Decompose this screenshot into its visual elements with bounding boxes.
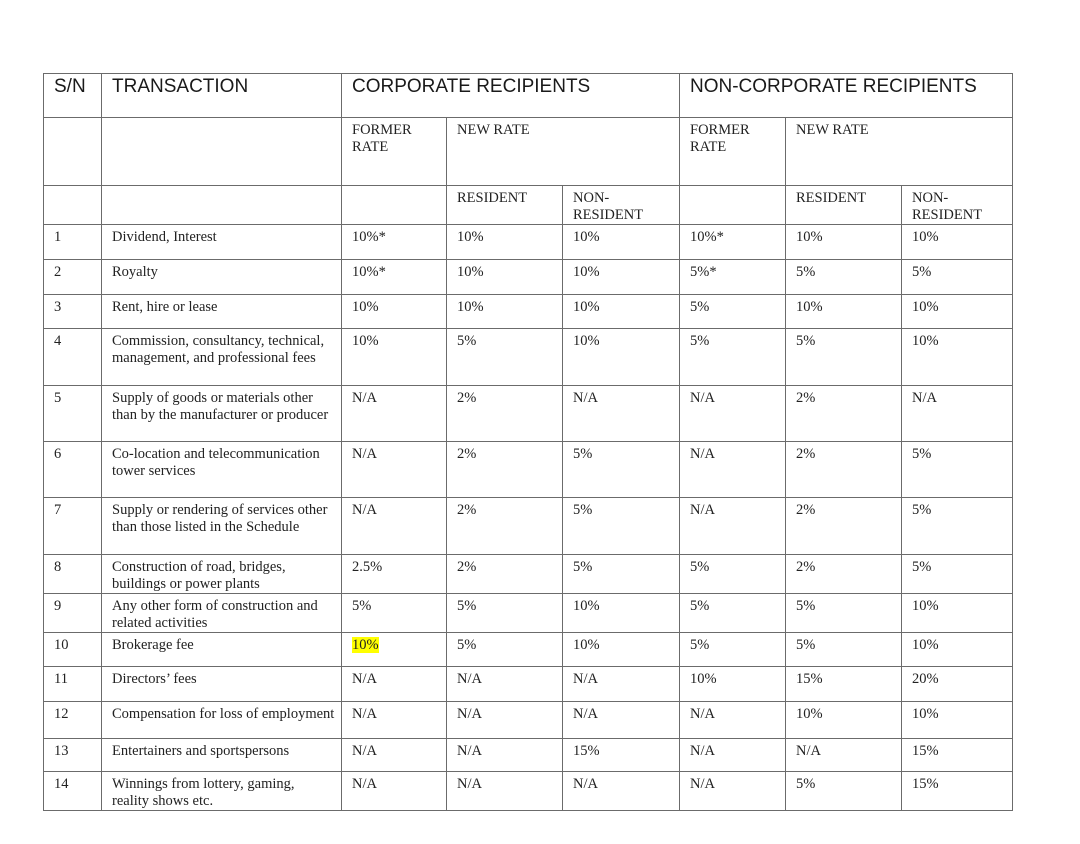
corporate-resident-rate-cell [447, 772, 563, 811]
corporate-new-rate-header: NEW RATE [447, 118, 680, 186]
non-corporate-resident-rate-cell-text: 5% [796, 637, 816, 653]
non-corporate-non-resident-rate-cell-text: 10% [912, 299, 939, 315]
non-corporate-former-rate-cell-text: 10% [690, 671, 717, 687]
corporate-non-resident-rate-cell-text: N/A [573, 390, 598, 406]
sn-cell [44, 739, 102, 772]
non-corporate-resident-rate-cell-text: 5% [796, 598, 816, 614]
empty-cell [44, 186, 102, 225]
sn-cell-text: 7 [54, 502, 62, 518]
transaction-cell [102, 594, 342, 633]
non-corporate-former-rate-cell [680, 386, 786, 442]
non-corporate-former-rate-cell-text: N/A [690, 776, 715, 792]
transaction-cell-text: Supply of goods or materials other than by the manufacturer or producer [112, 390, 329, 423]
non-corporate-non-resident-rate-cell [902, 498, 1013, 555]
non-corporate-resident-rate-cell [786, 739, 902, 772]
transaction-cell-text: Directors’ fees [112, 671, 197, 687]
corporate-non-resident-rate-cell [563, 772, 680, 811]
rates-table [43, 73, 1013, 811]
non-corporate-former-rate-cell-text: 5% [690, 598, 710, 614]
empty-cell [102, 118, 342, 186]
corporate-non-resident-rate-cell-text: 15% [573, 743, 600, 759]
non-corporate-resident-rate-cell [786, 772, 902, 811]
non-corporate-non-resident-rate-cell-text: 5% [912, 264, 932, 280]
corporate-resident-rate-cell-text: N/A [457, 671, 482, 687]
sn-cell [44, 225, 102, 260]
corporate-former-rate-cell-text: 2.5% [352, 559, 383, 575]
non-corporate-former-rate-cell [680, 555, 786, 594]
sn-cell-text: 8 [54, 559, 62, 575]
table-row [44, 667, 1013, 702]
non-corporate-resident-rate-cell-text: 10% [796, 706, 823, 722]
transaction-cell-text: Construction of road, bridges, buildings or power plants [112, 559, 286, 592]
transaction-cell [102, 633, 342, 667]
non-corporate-non-resident-rate-cell [902, 442, 1013, 498]
transaction-cell [102, 329, 342, 386]
non-corporate-resident-rate-cell-text: 5% [796, 333, 816, 349]
transaction-cell-text: Winnings from lottery, gaming, reality shows etc. [112, 776, 295, 809]
corporate-former-rate-cell [342, 260, 447, 295]
non-corporate-resident-rate-cell-text: 10% [796, 299, 823, 315]
corporate-non-resident-rate-cell [563, 329, 680, 386]
table-row [44, 442, 1013, 498]
non-corporate-resident-rate-cell [786, 498, 902, 555]
non-corporate-resident-rate-cell-text: 2% [796, 559, 816, 575]
non-corporate-former-rate-cell [680, 633, 786, 667]
non-corporate-former-rate-cell [680, 225, 786, 260]
corporate-former-rate-cell [342, 772, 447, 811]
corporate-former-rate-cell-text: 10% [352, 333, 379, 349]
non-corporate-former-rate-cell [680, 594, 786, 633]
sn-cell [44, 667, 102, 702]
corporate-former-rate-cell [342, 702, 447, 739]
empty-cell [44, 118, 102, 186]
non-corporate-former-rate-cell-text: 5% [690, 299, 710, 315]
corporate-former-rate-cell-text: N/A [352, 446, 377, 462]
non-corporate-former-rate-cell-text: N/A [690, 446, 715, 462]
non-corporate-former-rate-cell-text: N/A [690, 743, 715, 759]
corporate-resident-rate-cell-text: 2% [457, 446, 477, 462]
sn-cell [44, 386, 102, 442]
sn-cell-text: 9 [54, 598, 62, 614]
sn-cell-text: 14 [54, 776, 69, 792]
sn-cell-text: 6 [54, 446, 62, 462]
corporate-resident-rate-cell [447, 594, 563, 633]
corporate-resident-rate-cell [447, 295, 563, 329]
transaction-cell [102, 702, 342, 739]
non-corporate-former-rate-cell [680, 667, 786, 702]
corporate-resident-rate-cell [447, 702, 563, 739]
non-corporate-non-resident-rate-cell-text: 10% [912, 706, 939, 722]
corporate-resident-rate-cell-text: 10% [457, 299, 484, 315]
corporate-former-rate-cell-text: 10% [352, 299, 379, 315]
empty-cell [680, 186, 786, 225]
sn-cell [44, 772, 102, 811]
non-corporate-non-resident-header: NON-RESIDENT [902, 186, 1013, 225]
corporate-former-rate-cell [342, 667, 447, 702]
non-corporate-non-resident-rate-cell [902, 555, 1013, 594]
corporate-former-rate-header: FORMER RATE [342, 118, 447, 186]
corporate-non-resident-rate-cell [563, 442, 680, 498]
corporate-former-rate-cell-text: 10%* [352, 229, 386, 245]
corporate-non-resident-rate-cell-text: 10% [573, 264, 600, 280]
non-corporate-former-rate-cell [680, 260, 786, 295]
sn-cell-text: 12 [54, 706, 69, 722]
non-corporate-non-resident-rate-cell-text: 5% [912, 502, 932, 518]
corporate-non-resident-header: NON-RESIDENT [563, 186, 680, 225]
corporate-former-rate-cell [342, 386, 447, 442]
non-corporate-resident-rate-cell [786, 702, 902, 739]
non-corporate-non-resident-rate-cell-text: 20% [912, 671, 939, 687]
table-row [44, 295, 1013, 329]
corporate-non-resident-rate-cell-text: 10% [573, 299, 600, 315]
non-corporate-non-resident-rate-cell-text: 5% [912, 446, 932, 462]
transaction-cell-text: Entertainers and sportspersons [112, 743, 290, 759]
corporate-resident-rate-cell [447, 498, 563, 555]
sn-cell [44, 498, 102, 555]
corporate-former-rate-cell [342, 594, 447, 633]
sn-cell [44, 633, 102, 667]
non-corporate-non-resident-rate-cell [902, 739, 1013, 772]
non-corporate-former-rate-cell-text: 5% [690, 637, 710, 653]
corporate-former-rate-cell [342, 225, 447, 260]
transaction-cell-text: Co-location and telecommunication tower services [112, 446, 320, 479]
corporate-resident-rate-cell-text: 10% [457, 264, 484, 280]
corporate-header: CORPORATE RECIPIENTS [342, 74, 680, 118]
corporate-resident-rate-cell [447, 739, 563, 772]
table-row [44, 498, 1013, 555]
non-corporate-non-resident-rate-cell-text: 15% [912, 743, 939, 759]
sn-cell [44, 295, 102, 329]
table-row [44, 594, 1013, 633]
corporate-resident-rate-cell-text: 5% [457, 637, 477, 653]
sn-cell [44, 442, 102, 498]
table-row [44, 260, 1013, 295]
corporate-non-resident-rate-cell [563, 667, 680, 702]
corporate-resident-header: RESIDENT [447, 186, 563, 225]
non-corporate-former-rate-cell-text: 5% [690, 559, 710, 575]
corporate-resident-rate-cell [447, 442, 563, 498]
non-corporate-former-rate-header: FORMER RATE [680, 118, 786, 186]
sn-cell-text: 10 [54, 637, 69, 653]
corporate-non-resident-rate-cell [563, 386, 680, 442]
non-corporate-resident-rate-cell [786, 260, 902, 295]
corporate-resident-rate-cell-text: 5% [457, 598, 477, 614]
table-row [44, 555, 1013, 594]
transaction-cell [102, 772, 342, 811]
non-corporate-resident-rate-cell [786, 225, 902, 260]
transaction-cell-text: Brokerage fee [112, 637, 194, 653]
corporate-resident-rate-cell [447, 667, 563, 702]
corporate-former-rate-cell [342, 442, 447, 498]
non-corporate-non-resident-rate-cell [902, 702, 1013, 739]
non-corporate-resident-rate-cell [786, 295, 902, 329]
corporate-former-rate-cell-text: N/A [352, 390, 377, 406]
corporate-non-resident-rate-cell [563, 260, 680, 295]
corporate-resident-rate-cell-text: N/A [457, 776, 482, 792]
empty-cell [102, 186, 342, 225]
corporate-resident-rate-cell-text: 2% [457, 559, 477, 575]
non-corporate-non-resident-rate-cell [902, 225, 1013, 260]
non-corporate-resident-rate-cell [786, 555, 902, 594]
corporate-former-rate-cell-text: 10% [352, 637, 379, 653]
non-corporate-non-resident-rate-cell-text: N/A [912, 390, 937, 406]
sn-cell-text: 3 [54, 299, 62, 315]
table-row [44, 386, 1013, 442]
corporate-resident-rate-cell-text: N/A [457, 743, 482, 759]
non-corporate-resident-rate-cell-text: 5% [796, 776, 816, 792]
non-corporate-former-rate-cell-text: 10%* [690, 229, 724, 245]
non-corporate-non-resident-rate-cell [902, 633, 1013, 667]
non-corporate-former-rate-cell [680, 329, 786, 386]
non-corporate-non-resident-rate-cell-text: 10% [912, 333, 939, 349]
non-corporate-resident-header: RESIDENT [786, 186, 902, 225]
table-row [44, 633, 1013, 667]
non-corporate-resident-rate-cell [786, 667, 902, 702]
header-row [44, 74, 1013, 118]
non-corporate-resident-rate-cell-text: 2% [796, 502, 816, 518]
corporate-resident-rate-cell [447, 633, 563, 667]
transaction-cell [102, 295, 342, 329]
non-corporate-former-rate-cell [680, 739, 786, 772]
corporate-non-resident-rate-cell [563, 739, 680, 772]
non-corporate-resident-rate-cell [786, 633, 902, 667]
non-corporate-resident-rate-cell-text: 15% [796, 671, 823, 687]
corporate-non-resident-rate-cell [563, 633, 680, 667]
table-row [44, 739, 1013, 772]
sn-cell [44, 594, 102, 633]
transaction-cell [102, 555, 342, 594]
non-corporate-non-resident-rate-cell-text: 10% [912, 229, 939, 245]
non-corporate-former-rate-cell-text: N/A [690, 706, 715, 722]
rate-type-row [44, 118, 1013, 186]
transaction-cell [102, 260, 342, 295]
transaction-cell-text: Compensation for loss of employment [112, 706, 335, 722]
table-row [44, 702, 1013, 739]
corporate-non-resident-rate-cell-text: N/A [573, 776, 598, 792]
corporate-former-rate-cell-text: N/A [352, 743, 377, 759]
corporate-resident-rate-cell-text: 2% [457, 502, 477, 518]
corporate-former-rate-cell-text: 5% [352, 598, 372, 614]
corporate-former-rate-cell-text: N/A [352, 671, 377, 687]
non-corporate-former-rate-cell-text: 5% [690, 333, 710, 349]
sn-header: S/N [44, 74, 102, 118]
corporate-non-resident-rate-cell-text: 10% [573, 333, 600, 349]
sn-cell [44, 555, 102, 594]
sn-cell [44, 702, 102, 739]
non-corporate-non-resident-rate-cell-text: 15% [912, 776, 939, 792]
corporate-non-resident-rate-cell-text: 10% [573, 598, 600, 614]
corporate-resident-rate-cell [447, 225, 563, 260]
sn-cell-text: 5 [54, 390, 62, 406]
corporate-non-resident-rate-cell [563, 498, 680, 555]
transaction-cell [102, 386, 342, 442]
corporate-resident-rate-cell [447, 260, 563, 295]
empty-cell [342, 186, 447, 225]
non-corporate-former-rate-cell-text: N/A [690, 502, 715, 518]
sn-cell-text: 13 [54, 743, 69, 759]
non-corporate-resident-rate-cell [786, 594, 902, 633]
corporate-non-resident-rate-cell [563, 225, 680, 260]
non-corporate-non-resident-rate-cell-text: 5% [912, 559, 932, 575]
corporate-former-rate-cell [342, 633, 447, 667]
non-corporate-non-resident-rate-cell [902, 386, 1013, 442]
non-corporate-former-rate-cell [680, 702, 786, 739]
corporate-resident-rate-cell-text: 5% [457, 333, 477, 349]
corporate-resident-rate-cell-text: 2% [457, 390, 477, 406]
non-corporate-resident-rate-cell [786, 442, 902, 498]
non-corporate-new-rate-header: NEW RATE [786, 118, 1013, 186]
corporate-non-resident-rate-cell-text: N/A [573, 706, 598, 722]
transaction-cell [102, 739, 342, 772]
non-corporate-resident-rate-cell-text: 2% [796, 446, 816, 462]
corporate-resident-rate-cell [447, 555, 563, 594]
transaction-cell [102, 498, 342, 555]
table-row [44, 329, 1013, 386]
non-corporate-non-resident-rate-cell-text: 10% [912, 598, 939, 614]
non-corporate-former-rate-cell [680, 498, 786, 555]
non-corporate-former-rate-cell-text: 5%* [690, 264, 717, 280]
corporate-non-resident-rate-cell [563, 555, 680, 594]
sn-cell-text: 2 [54, 264, 62, 280]
non-corporate-header: NON-CORPORATE RECIPIENTS [680, 74, 1013, 118]
sn-cell-text: 11 [54, 671, 68, 687]
non-corporate-resident-rate-cell-text: 5% [796, 264, 816, 280]
corporate-non-resident-rate-cell-text: 5% [573, 559, 593, 575]
non-corporate-former-rate-cell [680, 295, 786, 329]
transaction-cell-text: Royalty [112, 264, 158, 280]
non-corporate-non-resident-rate-cell-text: 10% [912, 637, 939, 653]
sn-cell [44, 260, 102, 295]
corporate-resident-rate-cell-text: 10% [457, 229, 484, 245]
non-corporate-non-resident-rate-cell [902, 772, 1013, 811]
corporate-former-rate-cell [342, 295, 447, 329]
corporate-non-resident-rate-cell [563, 295, 680, 329]
non-corporate-former-rate-cell [680, 442, 786, 498]
transaction-cell-text: Any other form of construction and related activities [112, 598, 318, 631]
corporate-non-resident-rate-cell-text: N/A [573, 671, 598, 687]
corporate-non-resident-rate-cell-text: 5% [573, 502, 593, 518]
corporate-former-rate-cell-text: N/A [352, 776, 377, 792]
non-corporate-non-resident-rate-cell [902, 329, 1013, 386]
corporate-resident-rate-cell-text: N/A [457, 706, 482, 722]
transaction-cell [102, 442, 342, 498]
corporate-resident-rate-cell [447, 386, 563, 442]
table-row [44, 772, 1013, 811]
sn-cell-text: 1 [54, 229, 62, 245]
corporate-non-resident-rate-cell-text: 10% [573, 229, 600, 245]
corporate-non-resident-rate-cell-text: 10% [573, 637, 600, 653]
non-corporate-resident-rate-cell-text: 10% [796, 229, 823, 245]
non-corporate-former-rate-cell-text: N/A [690, 390, 715, 406]
corporate-former-rate-cell-text: 10%* [352, 264, 386, 280]
corporate-non-resident-rate-cell [563, 702, 680, 739]
corporate-former-rate-cell [342, 329, 447, 386]
corporate-former-rate-cell [342, 555, 447, 594]
corporate-non-resident-rate-cell [563, 594, 680, 633]
corporate-resident-rate-cell [447, 329, 563, 386]
transaction-cell [102, 225, 342, 260]
non-corporate-resident-rate-cell-text: 2% [796, 390, 816, 406]
transaction-cell-text: Commission, consultancy, technical, management, and professional fees [112, 333, 325, 366]
corporate-former-rate-cell-text: N/A [352, 706, 377, 722]
non-corporate-resident-rate-cell-text: N/A [796, 743, 821, 759]
non-corporate-former-rate-cell [680, 772, 786, 811]
non-corporate-non-resident-rate-cell [902, 295, 1013, 329]
transaction-cell-text: Dividend, Interest [112, 229, 217, 245]
sn-cell-text: 4 [54, 333, 62, 349]
non-corporate-non-resident-rate-cell [902, 594, 1013, 633]
corporate-former-rate-cell [342, 739, 447, 772]
transaction-cell [102, 667, 342, 702]
transaction-header: TRANSACTION [102, 74, 342, 118]
non-corporate-non-resident-rate-cell [902, 260, 1013, 295]
non-corporate-resident-rate-cell [786, 386, 902, 442]
transaction-cell-text: Supply or rendering of services other than those listed in the Schedule [112, 502, 328, 535]
residency-row [44, 186, 1013, 225]
sn-cell [44, 329, 102, 386]
non-corporate-resident-rate-cell [786, 329, 902, 386]
non-corporate-non-resident-rate-cell [902, 667, 1013, 702]
corporate-non-resident-rate-cell-text: 5% [573, 446, 593, 462]
corporate-former-rate-cell-text: N/A [352, 502, 377, 518]
table-row [44, 225, 1013, 260]
transaction-cell-text: Rent, hire or lease [112, 299, 218, 315]
corporate-former-rate-cell [342, 498, 447, 555]
